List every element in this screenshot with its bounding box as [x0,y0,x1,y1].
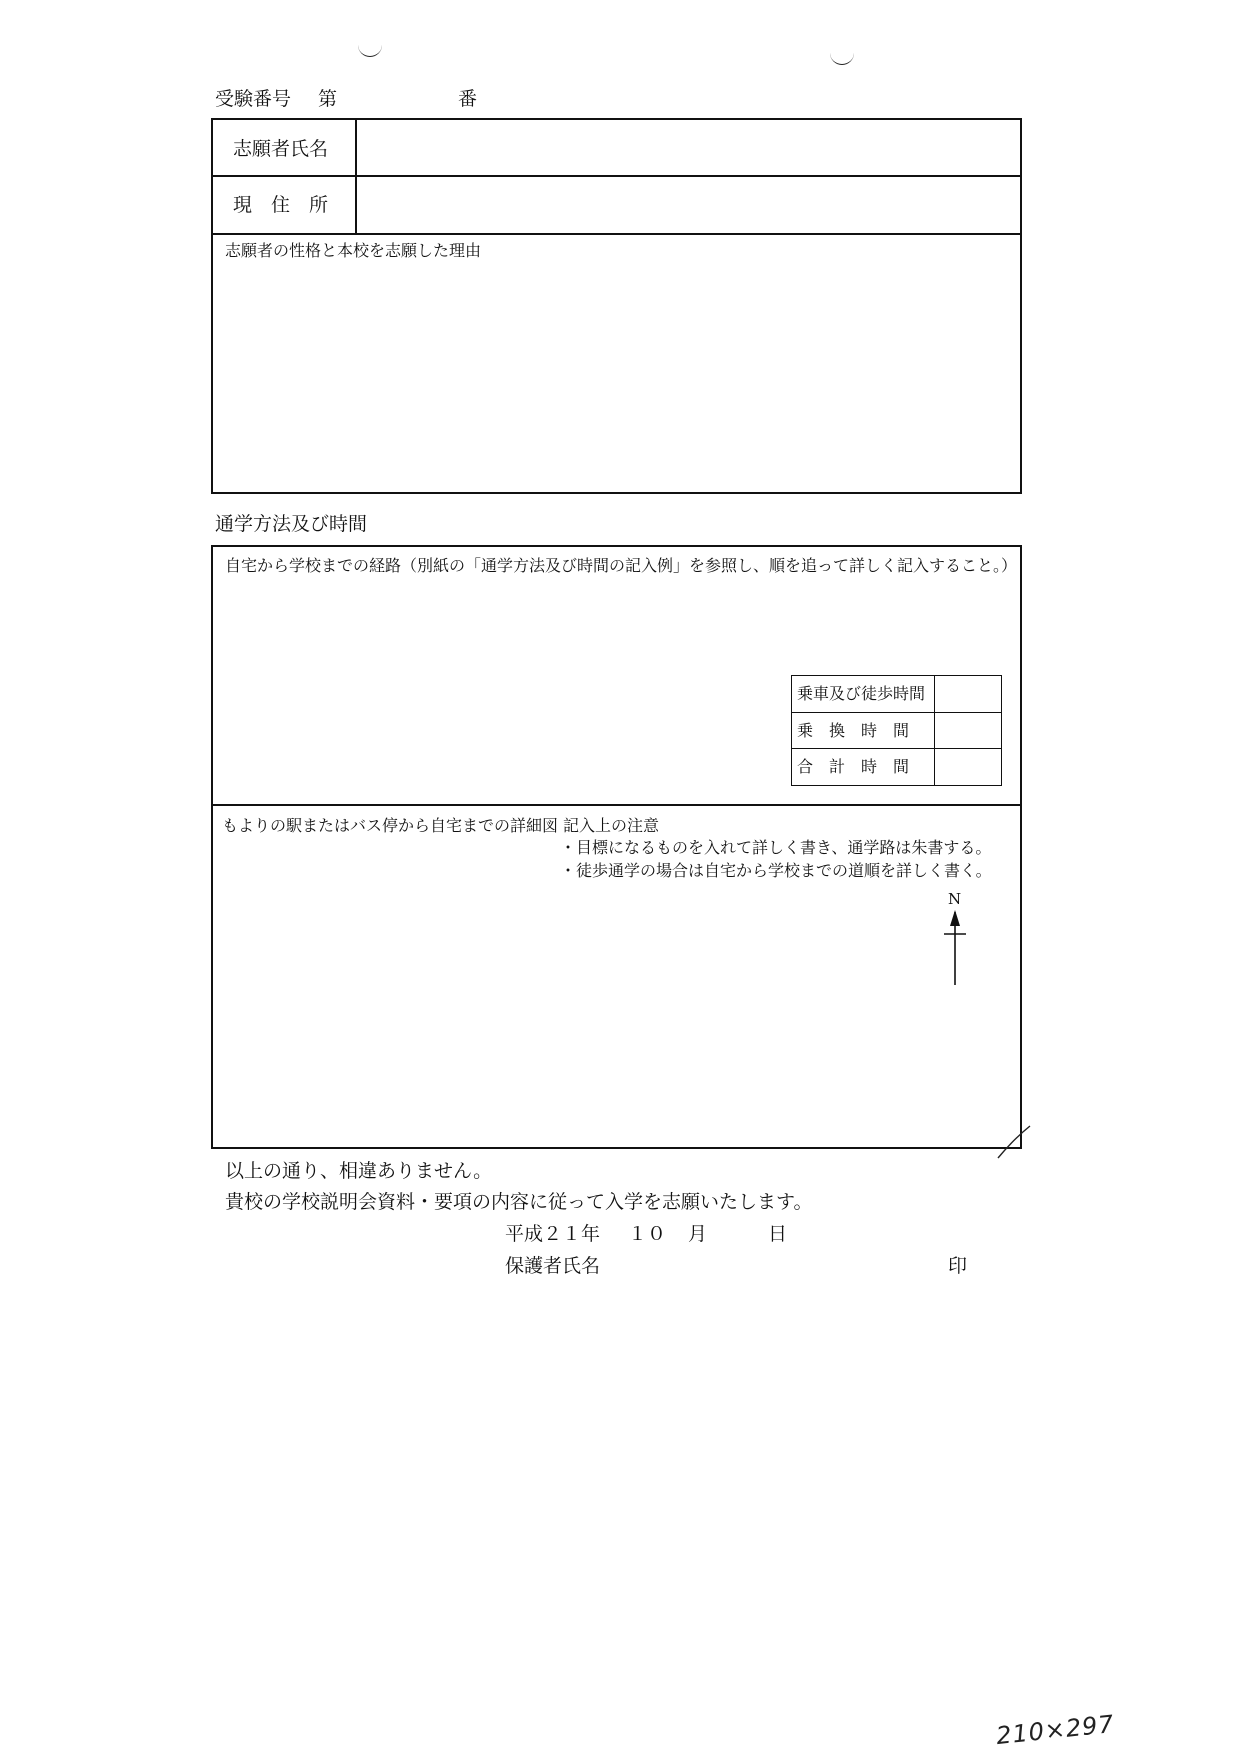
date-day-field[interactable] [712,1222,764,1248]
declaration-line-1: 以上の通り、相違ありません。 [225,1160,493,1182]
applicant-row-divider-1 [211,175,1022,177]
time-transfer-field[interactable] [937,714,1000,747]
applicant-address-field[interactable] [358,178,1018,232]
applicant-row-divider-2 [211,233,1022,235]
seal-label: 印 [948,1255,968,1277]
time-row-ride-walk-label: 乗車及び徒歩時間 [797,684,926,703]
map-drawing-area[interactable] [214,890,1018,1145]
guardian-name-field[interactable] [610,1252,940,1280]
exam-number-prefix: 第 [318,88,338,110]
declaration-line-2: 貴校の学校説明会資料・要項の内容に従って入学を志願いたします。 [225,1191,813,1213]
exam-number-suffix: 番 [458,88,478,110]
time-table-column-divider [934,675,935,786]
commute-route-map-divider [211,804,1022,806]
applicant-reason-field[interactable] [214,266,1018,490]
time-ride-walk-field[interactable] [937,677,1000,711]
handwritten-size-note: 210×297 [994,1709,1116,1751]
pen-stroke-mark [996,1122,1036,1162]
time-row-transfer-label: 乗 換 時 間 [797,721,910,740]
time-total-field[interactable] [937,750,1000,784]
exam-number-label: 受験番号 [215,88,292,110]
map-label: もよりの駅またはバス停から自宅までの詳細図 [222,816,559,835]
notes-title: 記入上の注意 [563,816,660,835]
applicant-label-column-divider [355,118,357,234]
note-item: ・目標になるものを入れて詳しく書き、通学路は朱書する。 [560,838,992,857]
time-row-total-label: 合 計 時 間 [797,757,910,776]
commute-route-label: 自宅から学校までの経路（別紙の「通学方法及び時間の記入例」を参照し、順を追って詳しく記入すること。） [225,556,1018,575]
north-arrow-icon [938,892,972,992]
guardian-name-label: 保護者氏名 [505,1255,601,1277]
punch-mark-left [358,44,382,57]
commute-route-field[interactable] [214,582,784,800]
date-month-value: １０ [628,1223,667,1245]
date-era: 平成２１年 [505,1223,601,1245]
commute-section-title: 通学方法及び時間 [215,513,368,535]
compass-letter: N [948,890,962,908]
applicant-name-label: 志願者氏名 [233,138,329,160]
applicant-address-label: 現 住 所 [233,194,329,216]
time-table-row-divider-2 [791,748,1002,749]
north-arrow-shape [938,892,972,992]
time-table-row-divider-1 [791,712,1002,713]
applicant-reason-label: 志願者の性格と本校を志願した理由 [225,241,482,260]
note-item: ・徒歩通学の場合は自宅から学校までの道順を詳しく書く。 [560,861,992,880]
date-day-unit: 日 [768,1223,788,1245]
date-month-unit: 月 [688,1223,708,1245]
applicant-name-field[interactable] [358,120,1018,174]
punch-mark-right [830,52,854,65]
